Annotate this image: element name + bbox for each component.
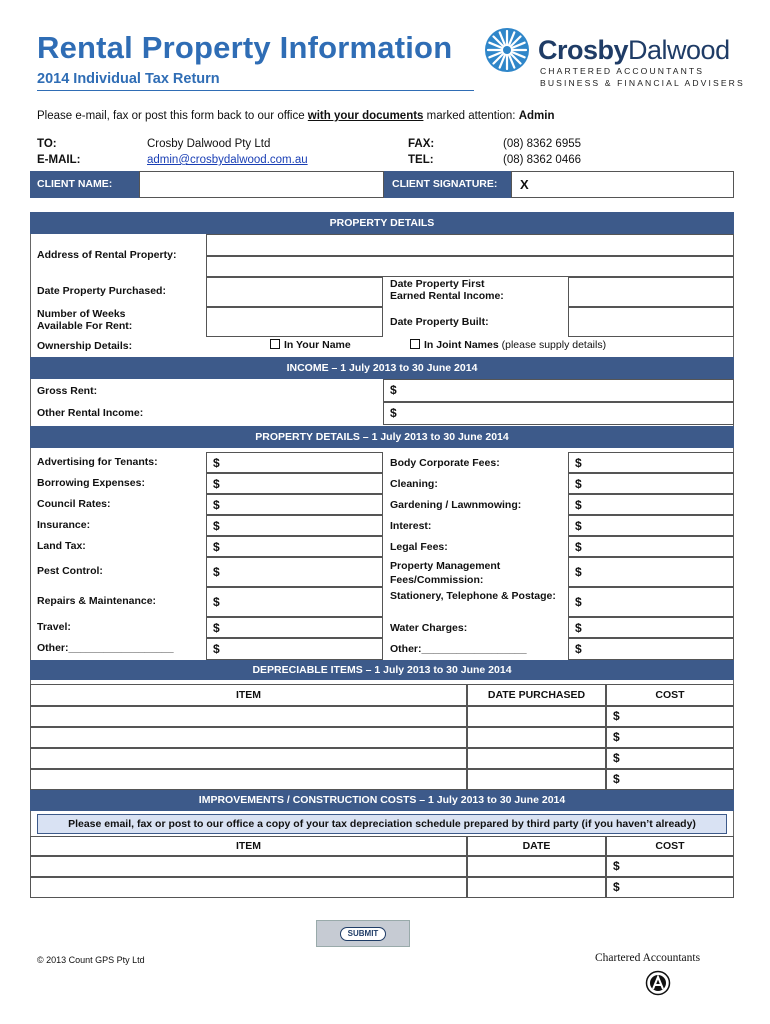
fax-value: (08) 8362 6955 bbox=[503, 138, 582, 150]
expense-right-currency: $ bbox=[575, 595, 582, 609]
brand-bold: Crosby bbox=[538, 35, 629, 65]
expense-right-input[interactable] bbox=[568, 494, 734, 515]
own-name-option[interactable] bbox=[270, 339, 351, 351]
email-label: E-MAIL: bbox=[37, 154, 81, 166]
impr-cost-currency: $ bbox=[613, 880, 620, 894]
impr-date-input[interactable] bbox=[467, 856, 606, 877]
impr-date-input[interactable] bbox=[467, 877, 606, 898]
built-input[interactable] bbox=[568, 307, 734, 337]
expense-right-label: Body Corporate Fees: bbox=[390, 457, 500, 469]
checkbox-own-name[interactable] bbox=[270, 339, 280, 349]
expense-right-label: Gardening / Lawnmowing: bbox=[390, 499, 522, 511]
depr-col-cost-label: COST bbox=[655, 689, 685, 701]
expense-left-input[interactable] bbox=[206, 494, 383, 515]
depr-cost-input[interactable] bbox=[606, 748, 734, 769]
impr-cost-currency: $ bbox=[613, 859, 620, 873]
client-name-label: CLIENT NAME: bbox=[30, 171, 139, 198]
signature-mark: X bbox=[520, 177, 529, 192]
expense-left-input[interactable] bbox=[206, 557, 383, 587]
first-income-input[interactable] bbox=[568, 277, 734, 307]
expense-right-currency: $ bbox=[575, 565, 582, 579]
impr-col-item bbox=[30, 836, 467, 856]
depr-col-cost bbox=[606, 684, 734, 706]
purchased-input[interactable] bbox=[206, 277, 383, 307]
brand-tagline-1: CHARTERED ACCOUNTANTS bbox=[540, 66, 705, 76]
fax-label: FAX: bbox=[408, 138, 435, 150]
expense-right-currency: $ bbox=[575, 519, 582, 533]
impr-cost-input[interactable] bbox=[606, 856, 734, 877]
expense-left-input[interactable] bbox=[206, 617, 383, 638]
to-value: Crosby Dalwood Pty Ltd bbox=[147, 138, 271, 150]
depr-date-input[interactable] bbox=[467, 706, 606, 727]
depr-item-input[interactable] bbox=[30, 727, 467, 748]
impr-item-input[interactable] bbox=[30, 877, 467, 898]
depr-date-input[interactable] bbox=[467, 727, 606, 748]
expense-left-currency: $ bbox=[213, 456, 220, 470]
joint-names-option[interactable] bbox=[410, 339, 606, 351]
depr-date-input[interactable] bbox=[467, 769, 606, 790]
expense-right-currency: $ bbox=[575, 498, 582, 512]
expense-left-currency: $ bbox=[213, 540, 220, 554]
expense-left-label: Other:__________________ bbox=[37, 642, 174, 654]
depr-cost-input[interactable] bbox=[606, 706, 734, 727]
depr-col-date-label: DATE PURCHASED bbox=[487, 689, 586, 701]
depr-cost-input[interactable] bbox=[606, 769, 734, 790]
expense-left-label: Council Rates: bbox=[37, 498, 111, 510]
other-income-label: Other Rental Income: bbox=[37, 407, 144, 419]
intro-emphasis: with your documents bbox=[307, 110, 424, 122]
client-signature-label: CLIENT SIGNATURE: bbox=[384, 171, 511, 198]
client-signature-input[interactable] bbox=[511, 171, 734, 198]
impr-col-date-label: DATE bbox=[522, 840, 551, 852]
gross-rent-currency: $ bbox=[390, 383, 397, 397]
expense-right-label: Cleaning: bbox=[390, 478, 438, 490]
depr-col-date bbox=[467, 684, 606, 706]
joint-names-note: (please supply details) bbox=[501, 339, 607, 351]
other-income-currency: $ bbox=[390, 406, 397, 420]
expense-right-label: Water Charges: bbox=[390, 622, 468, 634]
expense-left-input[interactable] bbox=[206, 638, 383, 660]
depr-item-input[interactable] bbox=[30, 706, 467, 727]
footer-right-text: Chartered Accountants bbox=[595, 952, 701, 964]
form-subtitle: 2014 Individual Tax Return bbox=[37, 71, 220, 87]
weeks-label-line1: Number of Weeks bbox=[37, 308, 126, 320]
expense-right-label: Property Management Fees/Commission: bbox=[390, 560, 501, 586]
expense-right-label: Other:__________________ bbox=[390, 643, 527, 655]
tel-label: TEL: bbox=[408, 154, 434, 166]
depr-cost-currency: $ bbox=[613, 751, 620, 765]
expense-right-input[interactable] bbox=[568, 452, 734, 473]
own-name-label: In Your Name bbox=[284, 339, 351, 351]
brand-tagline-2: BUSINESS & FINANCIAL ADVISERS bbox=[540, 78, 745, 88]
expense-right-input[interactable] bbox=[568, 638, 734, 660]
intro-before: Please e-mail, fax or post this form back to our office bbox=[37, 110, 308, 122]
gross-rent-label: Gross Rent: bbox=[37, 385, 98, 397]
weeks-input[interactable] bbox=[206, 307, 383, 337]
client-name-input[interactable] bbox=[139, 171, 384, 198]
expense-right-currency: $ bbox=[575, 456, 582, 470]
depr-date-input[interactable] bbox=[467, 748, 606, 769]
impr-col-cost-label: COST bbox=[655, 840, 685, 852]
impr-col-item-label: ITEM bbox=[235, 840, 262, 852]
impr-col-date bbox=[467, 836, 606, 856]
expense-left-currency: $ bbox=[213, 621, 220, 635]
expense-left-currency: $ bbox=[213, 477, 220, 491]
expense-left-label: Borrowing Expenses: bbox=[37, 477, 145, 489]
expense-left-label: Repairs & Maintenance: bbox=[37, 595, 157, 607]
submit-button[interactable]: SUBMIT bbox=[340, 927, 386, 941]
checkbox-joint-names[interactable] bbox=[410, 339, 420, 349]
depreciable-header: DEPRECIABLE ITEMS – 1 July 2013 to 30 June 2014 bbox=[30, 660, 734, 680]
expense-left-currency: $ bbox=[213, 642, 220, 656]
depr-cost-currency: $ bbox=[613, 772, 620, 786]
expense-left-input[interactable] bbox=[206, 536, 383, 557]
expense-right-label: Interest: bbox=[390, 520, 432, 532]
depr-rows bbox=[30, 706, 734, 790]
property-details-header: PROPERTY DETAILS bbox=[30, 212, 734, 234]
depr-item-input[interactable] bbox=[30, 748, 467, 769]
ownership-label: Ownership Details: bbox=[37, 340, 133, 352]
address-input-2[interactable] bbox=[206, 256, 734, 277]
expense-right-input[interactable] bbox=[568, 515, 734, 536]
expense-right-input[interactable] bbox=[568, 587, 734, 617]
other-income-input[interactable] bbox=[383, 402, 734, 425]
depr-item-input[interactable] bbox=[30, 769, 467, 790]
expense-left-currency: $ bbox=[213, 519, 220, 533]
copyright: © 2013 Count GPS Pty Ltd bbox=[37, 955, 145, 965]
email-link[interactable]: admin@crosbydalwood.com.au bbox=[147, 154, 308, 166]
expense-left-input[interactable] bbox=[206, 452, 383, 473]
depr-col-item bbox=[30, 684, 467, 706]
improvements-header: IMPROVEMENTS / CONSTRUCTION COSTS – 1 July 2013 to 30 June 2014 bbox=[30, 790, 734, 811]
depr-col-item-label: ITEM bbox=[235, 689, 262, 701]
expense-right-input[interactable] bbox=[568, 617, 734, 638]
brand-name bbox=[538, 35, 730, 66]
expense-right-input[interactable] bbox=[568, 473, 734, 494]
impr-cost-input[interactable] bbox=[606, 877, 734, 898]
depr-cost-input[interactable] bbox=[606, 727, 734, 748]
expense-right-currency: $ bbox=[575, 477, 582, 491]
expense-right-currency: $ bbox=[575, 621, 582, 635]
expense-right-label: Legal Fees: bbox=[390, 541, 448, 553]
joint-names-label: In Joint Names bbox=[424, 339, 499, 351]
tel-value: (08) 8362 0466 bbox=[503, 154, 582, 166]
accountants-seal-icon bbox=[645, 970, 671, 996]
title-divider bbox=[37, 90, 474, 91]
expense-left-label: Insurance: bbox=[37, 519, 91, 531]
expense-left-input[interactable] bbox=[206, 473, 383, 494]
built-label: Date Property Built: bbox=[390, 316, 489, 328]
to-label: TO: bbox=[37, 138, 57, 150]
intro-attention: Admin bbox=[518, 110, 555, 122]
depr-cost-currency: $ bbox=[613, 709, 620, 723]
impr-item-input[interactable] bbox=[30, 856, 467, 877]
weeks-label-line2: Available For Rent: bbox=[37, 320, 133, 332]
address-input-1[interactable] bbox=[206, 234, 734, 256]
expense-right-input[interactable] bbox=[568, 557, 734, 587]
expense-left-label: Advertising for Tenants: bbox=[37, 456, 158, 468]
submit-area bbox=[316, 920, 410, 947]
impr-rows bbox=[30, 856, 734, 898]
first-income-label-line2: Earned Rental Income: bbox=[390, 290, 504, 302]
brand-light: Dalwood bbox=[628, 35, 730, 65]
starburst-logo-icon bbox=[484, 27, 530, 73]
expense-left-currency: $ bbox=[213, 595, 220, 609]
expense-left-label: Land Tax: bbox=[37, 540, 86, 552]
form-title: Rental Property Information bbox=[37, 30, 453, 65]
expense-right-currency: $ bbox=[575, 540, 582, 554]
gross-rent-input[interactable] bbox=[383, 379, 734, 402]
expense-right-input[interactable] bbox=[568, 536, 734, 557]
expenses-grid bbox=[30, 452, 734, 660]
expense-right-label: Stationery, Telephone & Postage: bbox=[390, 590, 556, 602]
depr-cost-currency: $ bbox=[613, 730, 620, 744]
address-label: Address of Rental Property: bbox=[37, 249, 177, 261]
improvements-note: Please email, fax or post to our office a copy of your tax depreciation schedule prepared by third party (if you haven’t already) bbox=[37, 814, 727, 834]
expense-left-currency: $ bbox=[213, 565, 220, 579]
expense-left-label: Travel: bbox=[37, 621, 71, 633]
expense-left-input[interactable] bbox=[206, 587, 383, 617]
expense-left-input[interactable] bbox=[206, 515, 383, 536]
expenses-header: PROPERTY DETAILS – 1 July 2013 to 30 June 2014 bbox=[30, 426, 734, 448]
first-income-label-line1: Date Property First bbox=[390, 278, 485, 290]
expense-left-currency: $ bbox=[213, 498, 220, 512]
first-income-label bbox=[390, 278, 504, 302]
purchased-label: Date Property Purchased: bbox=[37, 285, 166, 297]
intro-after: marked attention: bbox=[423, 110, 519, 122]
weeks-label bbox=[37, 308, 132, 332]
intro-text bbox=[37, 110, 554, 122]
expense-right-currency: $ bbox=[575, 642, 582, 656]
income-header: INCOME – 1 July 2013 to 30 June 2014 bbox=[30, 357, 734, 379]
expense-left-label: Pest Control: bbox=[37, 565, 103, 577]
impr-col-cost bbox=[606, 836, 734, 856]
